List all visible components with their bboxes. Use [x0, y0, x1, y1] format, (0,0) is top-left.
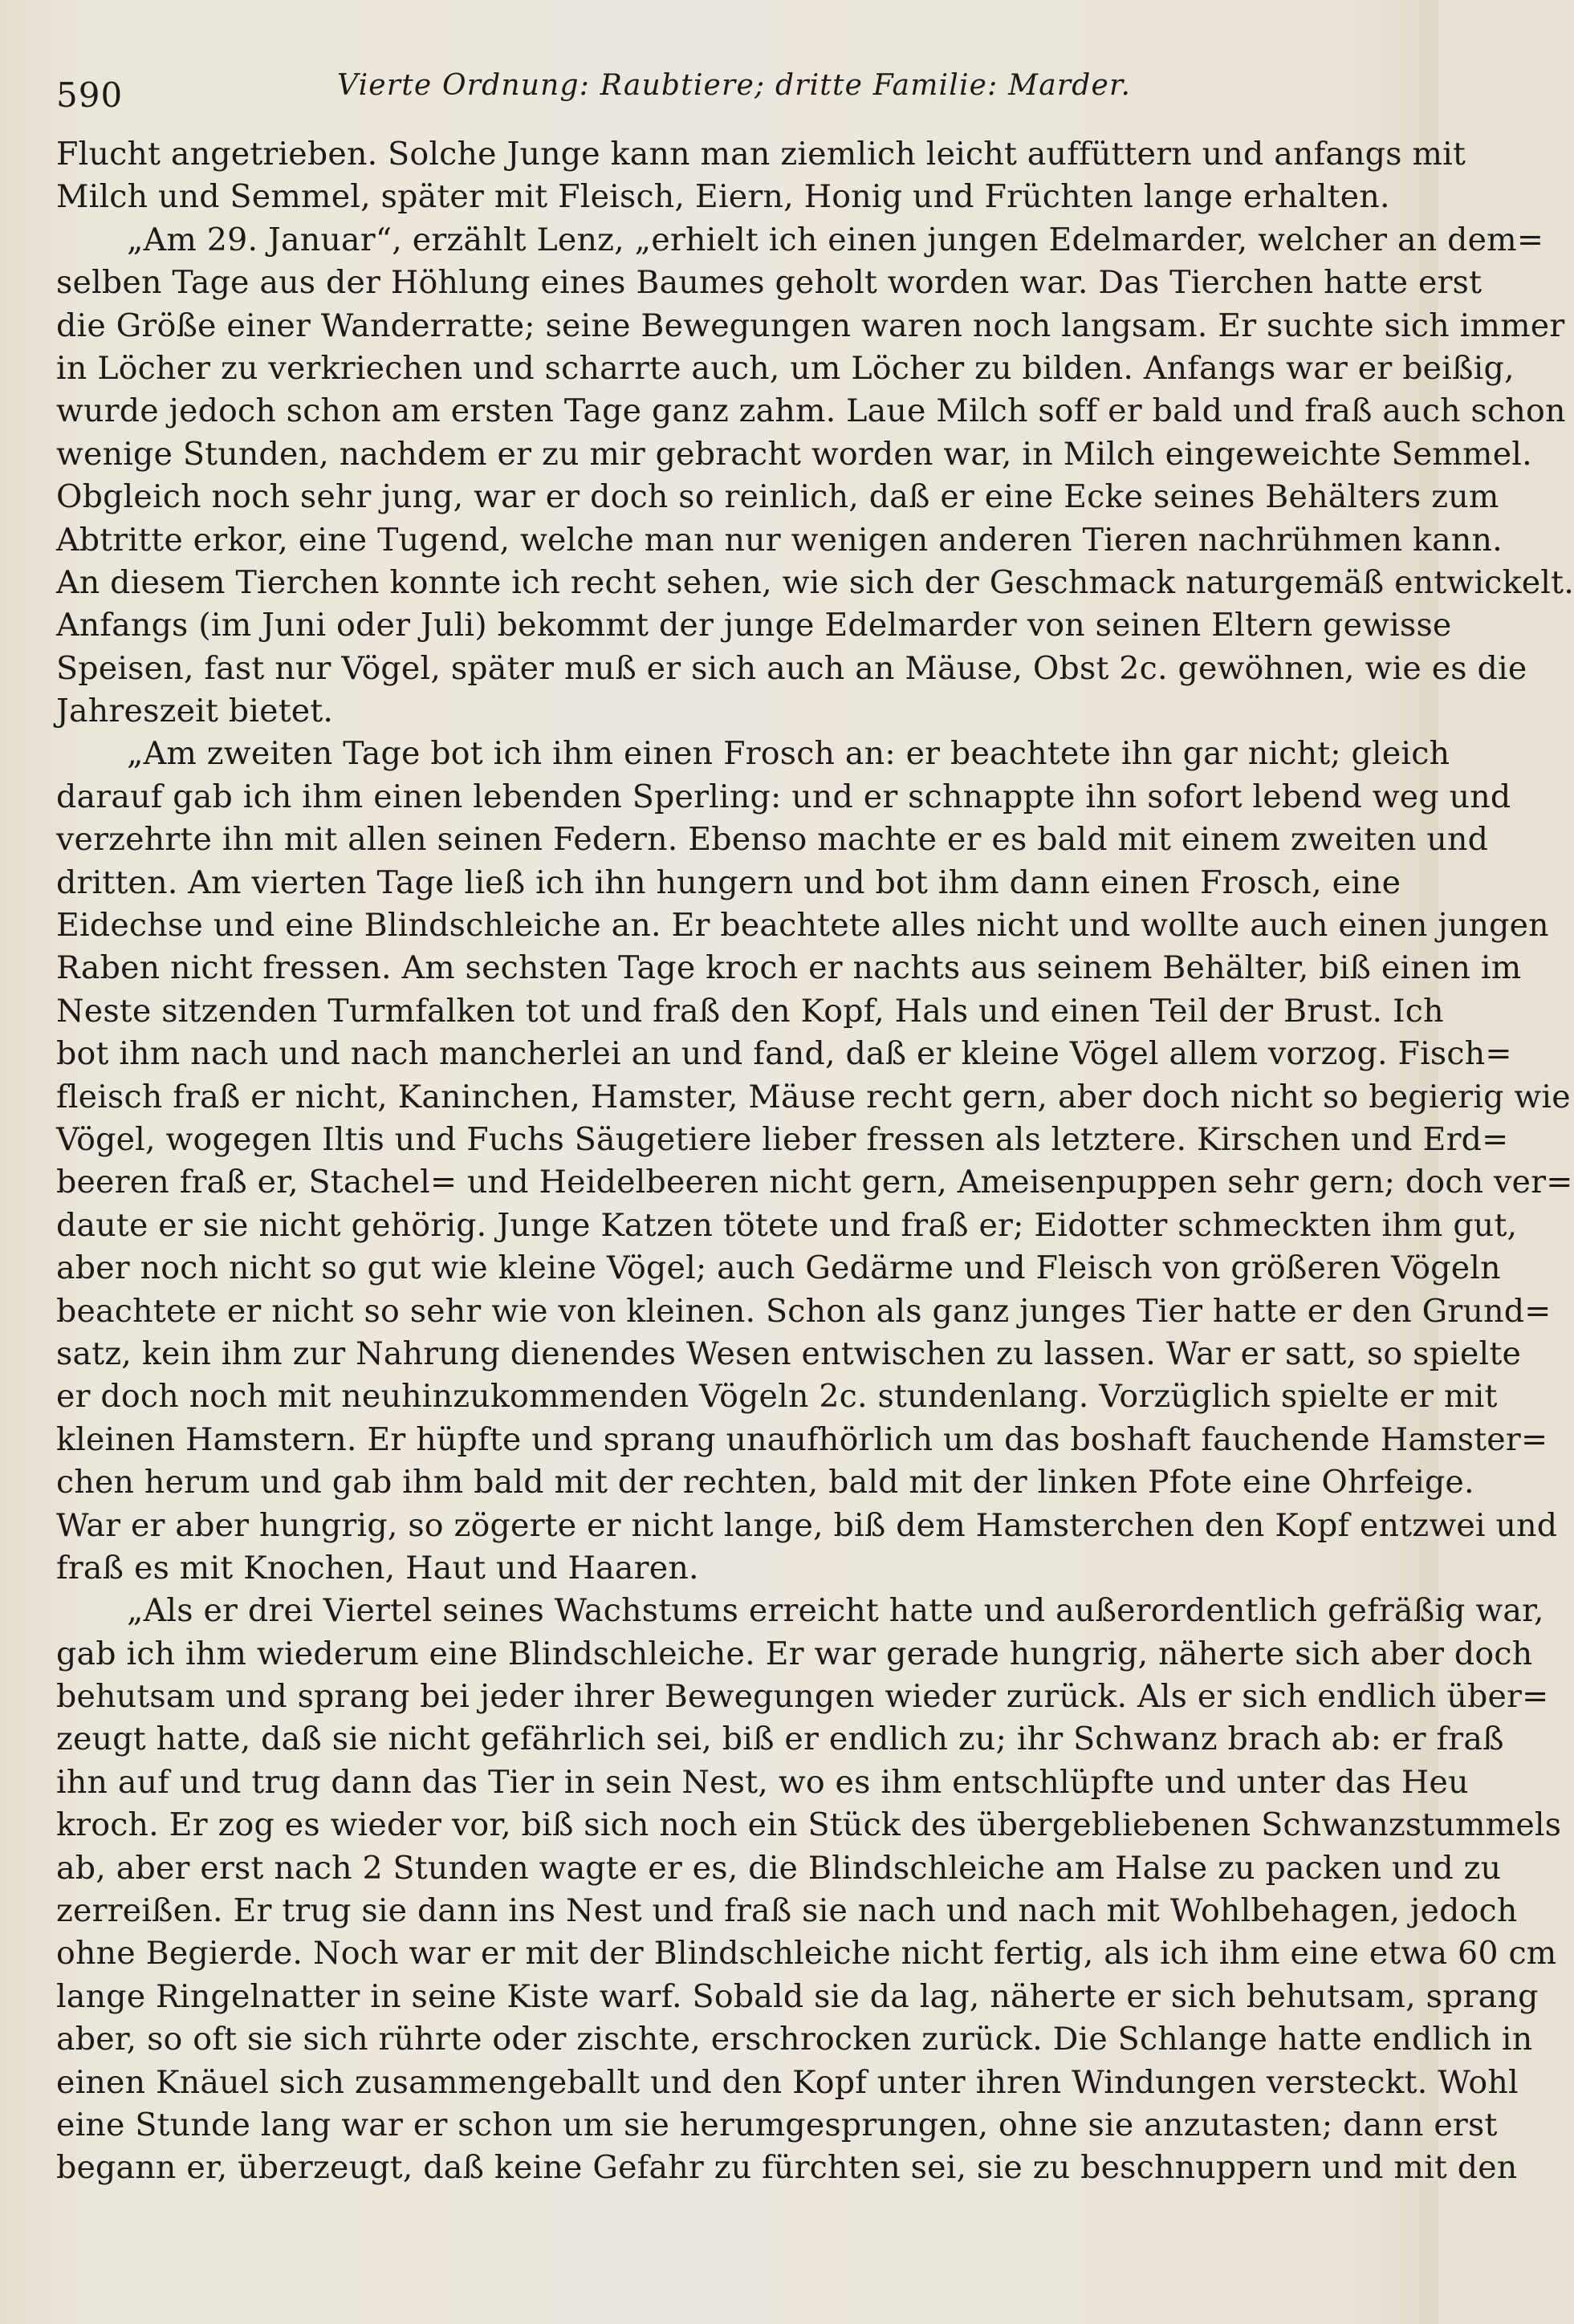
text-line: dritten. Am vierten Tage ließ ich ihn hungern und bot ihm dann einen Frosch, eine	[56, 863, 1401, 901]
text-line: begann er, überzeugt, daß keine Gefahr zu fürchten sei, sie zu beschnuppern und mit den	[56, 2149, 1518, 2187]
text-line: eine Stunde lang war er schon um sie herumgesprungen, ohne sie anzutasten; dann erst	[56, 2106, 1498, 2143]
text-line: „Am 29. Januar“, erzählt Lenz, „erhielt ich einen jungen Edelmarder, welcher an dem=	[127, 221, 1544, 258]
text-line: Flucht angetrieben. Solche Junge kann man ziemlich leicht auffüttern und anfangs mit	[56, 136, 1466, 173]
text-line: Raben nicht fressen. Am sechsten Tage kroch er nachts aus seinem Behälter, biß einen im	[56, 949, 1522, 987]
text-line: er doch noch mit neuhinzukommenden Vögeln 2c. stundenlang. Vorzüglich spielte er mit	[56, 1378, 1498, 1416]
text-line: satz, kein ihm zur Nahrung dienendes Wesen entwischen zu lassen. War er satt, so spielte	[56, 1335, 1522, 1372]
text-line: Abtritte erkor, eine Tugend, welche man nur wenigen anderen Tieren nachrühmen kann.	[56, 521, 1503, 559]
text-line: selben Tage aus der Höhlung eines Baumes geholt worden war. Das Tierchen hatte erst	[56, 264, 1482, 302]
text-line: wurde jedoch schon am ersten Tage ganz zahm. Laue Milch soff er bald und fraß auch schon	[56, 392, 1566, 430]
text-line: wenige Stunden, nachdem er zu mir gebracht worden war, in Milch eingeweichte Semmel.	[56, 435, 1532, 473]
text-line: Speisen, fast nur Vögel, später muß er sich auch an Mäuse, Obst 2c. gewöhnen, wie es die	[56, 649, 1527, 687]
text-line: fraß es mit Knochen, Haut und Haaren.	[56, 1549, 699, 1587]
text-line: Eidechse und eine Blindschleiche an. Er beachtete alles nicht und wollte auch einen jungen	[56, 907, 1549, 945]
text-line: Jahreszeit bietet.	[56, 693, 334, 730]
text-line: zerreißen. Er trug sie dann ins Nest und fraß sie nach und nach mit Wohlbehagen, jedoch	[56, 1892, 1518, 1930]
text-line: Vögel, wogegen Iltis und Fuchs Säugetiere lieber fressen als letztere. Kirschen und Erd=	[56, 1120, 1509, 1158]
running-title: Vierte Ordnung: Raubtiere; dritte Familie: Marder.	[337, 69, 1132, 102]
text-line: „Am zweiten Tage bot ich ihm einen Frosch an: er beachtete ihn gar nicht; gleich	[127, 735, 1450, 773]
text-line: verzehrte ihn mit allen seinen Federn. Ebenso machte er es bald mit einem zweiten und	[56, 821, 1489, 859]
text-line: ohne Begierde. Noch war er mit der Blindschleiche nicht fertig, als ich ihm eine etwa 60 cm	[56, 1935, 1557, 1973]
body-text	[56, 133, 1574, 2190]
text-line: „Als er drei Viertel seines Wachstums erreicht hatte und außerordentlich gefräßig war,	[127, 1592, 1544, 1630]
text-line: darauf gab ich ihm einen lebenden Sperling: und er schnappte ihn sofort lebend weg und	[56, 778, 1511, 815]
text-line: Obgleich noch sehr jung, war er doch so reinlich, daß er eine Ecke seines Behälters zum	[56, 478, 1499, 516]
text-line: chen herum und gab ihm bald mit der rechten, bald mit der linken Pfote eine Ohrfeige.	[56, 1464, 1474, 1501]
text-line: ab, aber erst nach 2 Stunden wagte er es, die Blindschleiche am Halse zu packen und zu	[56, 1849, 1502, 1887]
text-line: daute er sie nicht gehörig. Junge Katzen tötete und fraß er; Eidotter schmeckten ihm gut,	[56, 1206, 1518, 1244]
page-header	[56, 69, 1381, 117]
text-line: behutsam und sprang bei jeder ihrer Bewegungen wieder zurück. Als er sich endlich über=	[56, 1678, 1549, 1716]
text-line: lange Ringelnatter in seine Kiste warf. Sobald sie da lag, näherte er sich behutsam, sprang	[56, 1977, 1539, 2015]
text-line: Anfangs (im Juni oder Juli) bekommt der junge Edelmarder von seinen Eltern gewisse	[56, 607, 1452, 644]
text-line: ihn auf und trug dann das Tier in sein Nest, wo es ihm entschlüpfte und unter das Heu	[56, 1763, 1469, 1801]
text-line: kleinen Hamstern. Er hüpfte und sprang unaufhörlich um das boshaft fauchende Hamster=	[56, 1420, 1548, 1458]
text-line: An diesem Tierchen konnte ich recht sehen, wie sich der Geschmack naturgemäß entwickelt.	[56, 563, 1574, 601]
text-line: aber noch nicht so gut wie kleine Vögel; auch Gedärme und Fleisch von größeren Vögeln	[56, 1249, 1501, 1287]
text-line: bot ihm nach und nach mancherlei an und fand, daß er kleine Vögel allem vorzog. Fisch=	[56, 1035, 1512, 1073]
text-line: kroch. Er zog es wieder vor, biß sich noch ein Stück des übergebliebenen Schwanzstummels	[56, 1806, 1562, 1844]
text-line: War er aber hungrig, so zögerte er nicht lange, biß dem Hamsterchen den Kopf entzwei und	[56, 1506, 1558, 1544]
text-line: beeren fraß er, Stachel= und Heidelbeeren nicht gern, Ameisenpuppen sehr gern; doch ver=	[56, 1164, 1573, 1201]
text-line: aber, so oft sie sich rührte oder zischte, erschrocken zurück. Die Schlange hatte endlich in	[56, 2021, 1533, 2058]
text-line: die Größe einer Wanderratte; seine Bewegungen waren noch langsam. Er suchte sich immer	[56, 307, 1565, 344]
text-line: Milch und Semmel, später mit Fleisch, Eiern, Honig und Früchten lange erhalten.	[56, 178, 1390, 216]
text-line: einen Knäuel sich zusammengeballt und den Kopf unter ihren Windungen versteckt. Wohl	[56, 2063, 1519, 2101]
text-line: gab ich ihm wiederum eine Blindschleiche. Er war gerade hungrig, näherte sich aber doch	[56, 1635, 1533, 1672]
text-line: zeugt hatte, daß sie nicht gefährlich sei, biß er endlich zu; ihr Schwanz brach ab: er fraß	[56, 1721, 1504, 1758]
text-line: Neste sitzenden Turmfalken tot und fraß den Kopf, Hals und einen Teil der Brust. Ich	[56, 992, 1444, 1030]
page-number: 590	[56, 75, 124, 115]
text-line: beachtete er nicht so sehr wie von kleinen. Schon als ganz junges Tier hatte er den Grund=	[56, 1292, 1552, 1330]
text-line: fleisch fraß er nicht, Kaninchen, Hamster, Mäuse recht gern, aber doch nicht so begierig wie	[56, 1078, 1571, 1115]
text-line: in Löcher zu verkriechen und scharrte auch, um Löcher zu bilden. Anfangs war er beißig,	[56, 349, 1515, 387]
